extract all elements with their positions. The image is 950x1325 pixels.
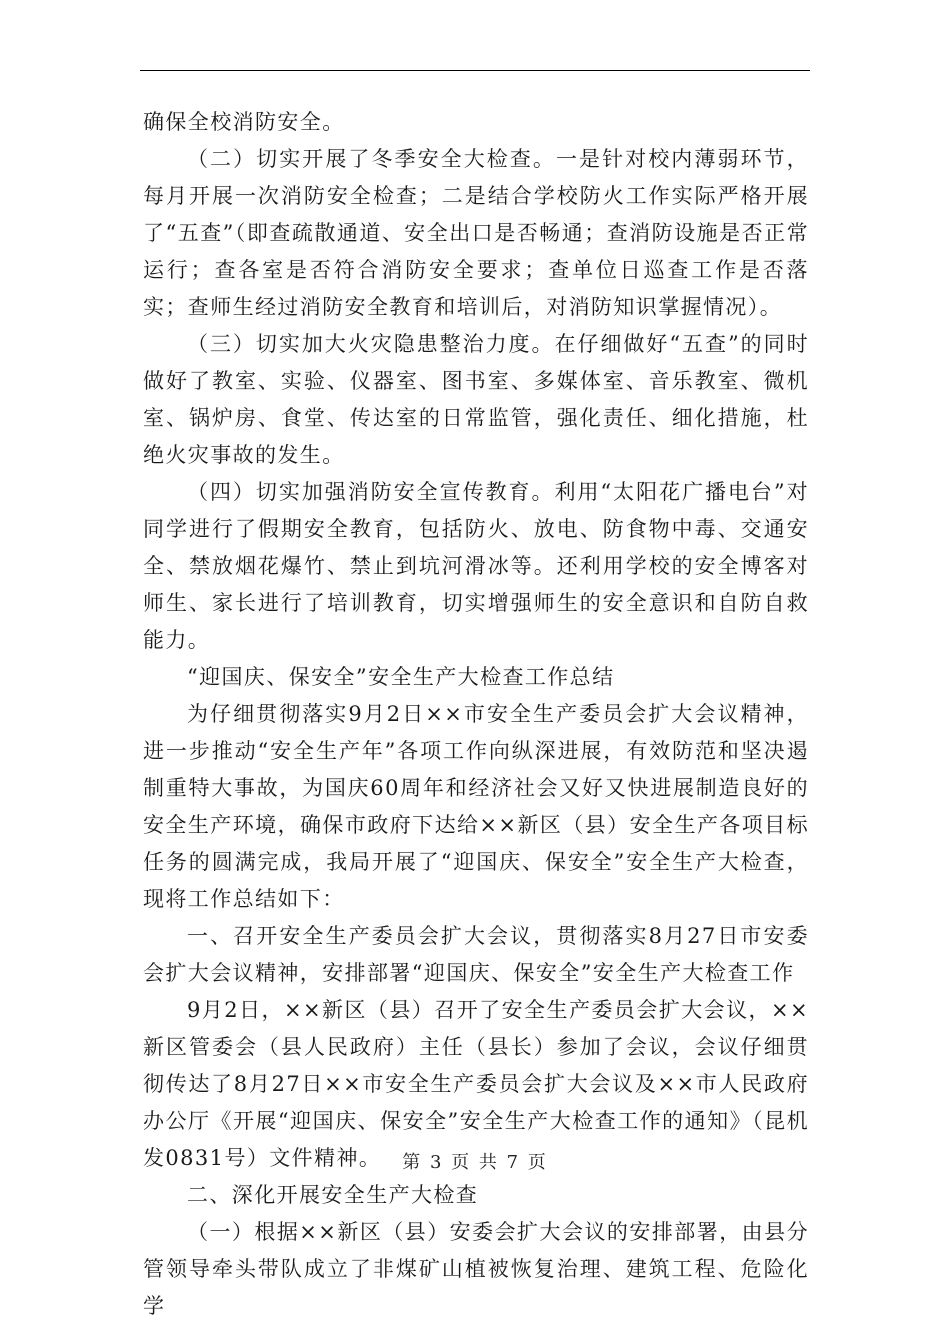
- heading-section-two: 二、深化开展安全生产大检查: [187, 1183, 479, 1207]
- paragraph-hazard-rectification: （三）切实加大火灾隐患整治力度。在仔细做好“五查”的同时做好了教室、实验、仪器室、图书室、多媒体室、音乐教室、微机室、锅炉房、食堂、传达室的日常监管，强化责任、细化措施，杜绝火灾事故的发生。: [143, 332, 809, 467]
- paragraph-safety-education: （四）切实加强消防安全宣传教育。利用“太阳花广播电台”对同学进行了假期安全教育，包括防火、放电、防食物中毒、交通安全、禁放烟花爆竹、禁止到坑河滑冰等。还利用学校的安全博客对师生、家长进行了培训教育，切实增强师生的安全意识和自防自救能力。: [143, 480, 809, 652]
- paragraph-continuation: 确保全校消防安全。: [143, 110, 345, 134]
- paragraph-inspection-teams: （一）根据××新区（县）安委会扩大会议的安排部署，由县分管领导牵头带队成立了非煤矿山植被恢复治理、建筑工程、危险化学: [143, 1220, 809, 1318]
- document-body: [143, 104, 809, 1325]
- section-title: “迎国庆、保安全”安全生产大检查工作总结: [187, 665, 615, 689]
- header-rule: [140, 70, 810, 71]
- paragraph-introduction: 为仔细贯彻落实9月2日××市安全生产委员会扩大会议精神，进一步推动“安全生产年”各项工作向纵深进展，有效防范和坚决遏制重特大事故，为国庆60周年和经济社会又好又快进展制造良好的安全生产环境，确保市政府下达给××新区（县）安全生产各项目标任务的圆满完成，我局开展了“迎国庆、保安全”安全生产大检查，现将工作总结如下：: [143, 702, 809, 911]
- page-number-footer: 第 3 页 共 7 页: [402, 1152, 548, 1173]
- paragraph-meeting: 9月2日，××新区（县）召开了安全生产委员会扩大会议，××新区管委会（县人民政府）主任（县长）参加了会议，会议仔细贯彻传达了8月27日××市安全生产委员会扩大会议及××市人民政府办公厅《开展“迎国庆、保安全”安全生产大检查工作的通知》（昆机发0831号）文件精神。: [143, 998, 809, 1170]
- paragraph-winter-inspection: （二）切实开展了冬季安全大检查。一是针对校内薄弱环节，每月开展一次消防安全检查；二是结合学校防火工作实际严格开展了“五查”（即查疏散通道、安全出口是否畅通；查消防设施是否正常运行；查各室是否符合消防安全要求；查单位日巡查工作是否落实；查师生经过消防安全教育和培训后，对消防知识掌握情况）。: [143, 147, 809, 319]
- heading-section-one: 一、召开安全生产委员会扩大会议，贯彻落实8月27日市安委会扩大会议精神，安排部署“迎国庆、保安全”安全生产大检查工作: [143, 924, 809, 985]
